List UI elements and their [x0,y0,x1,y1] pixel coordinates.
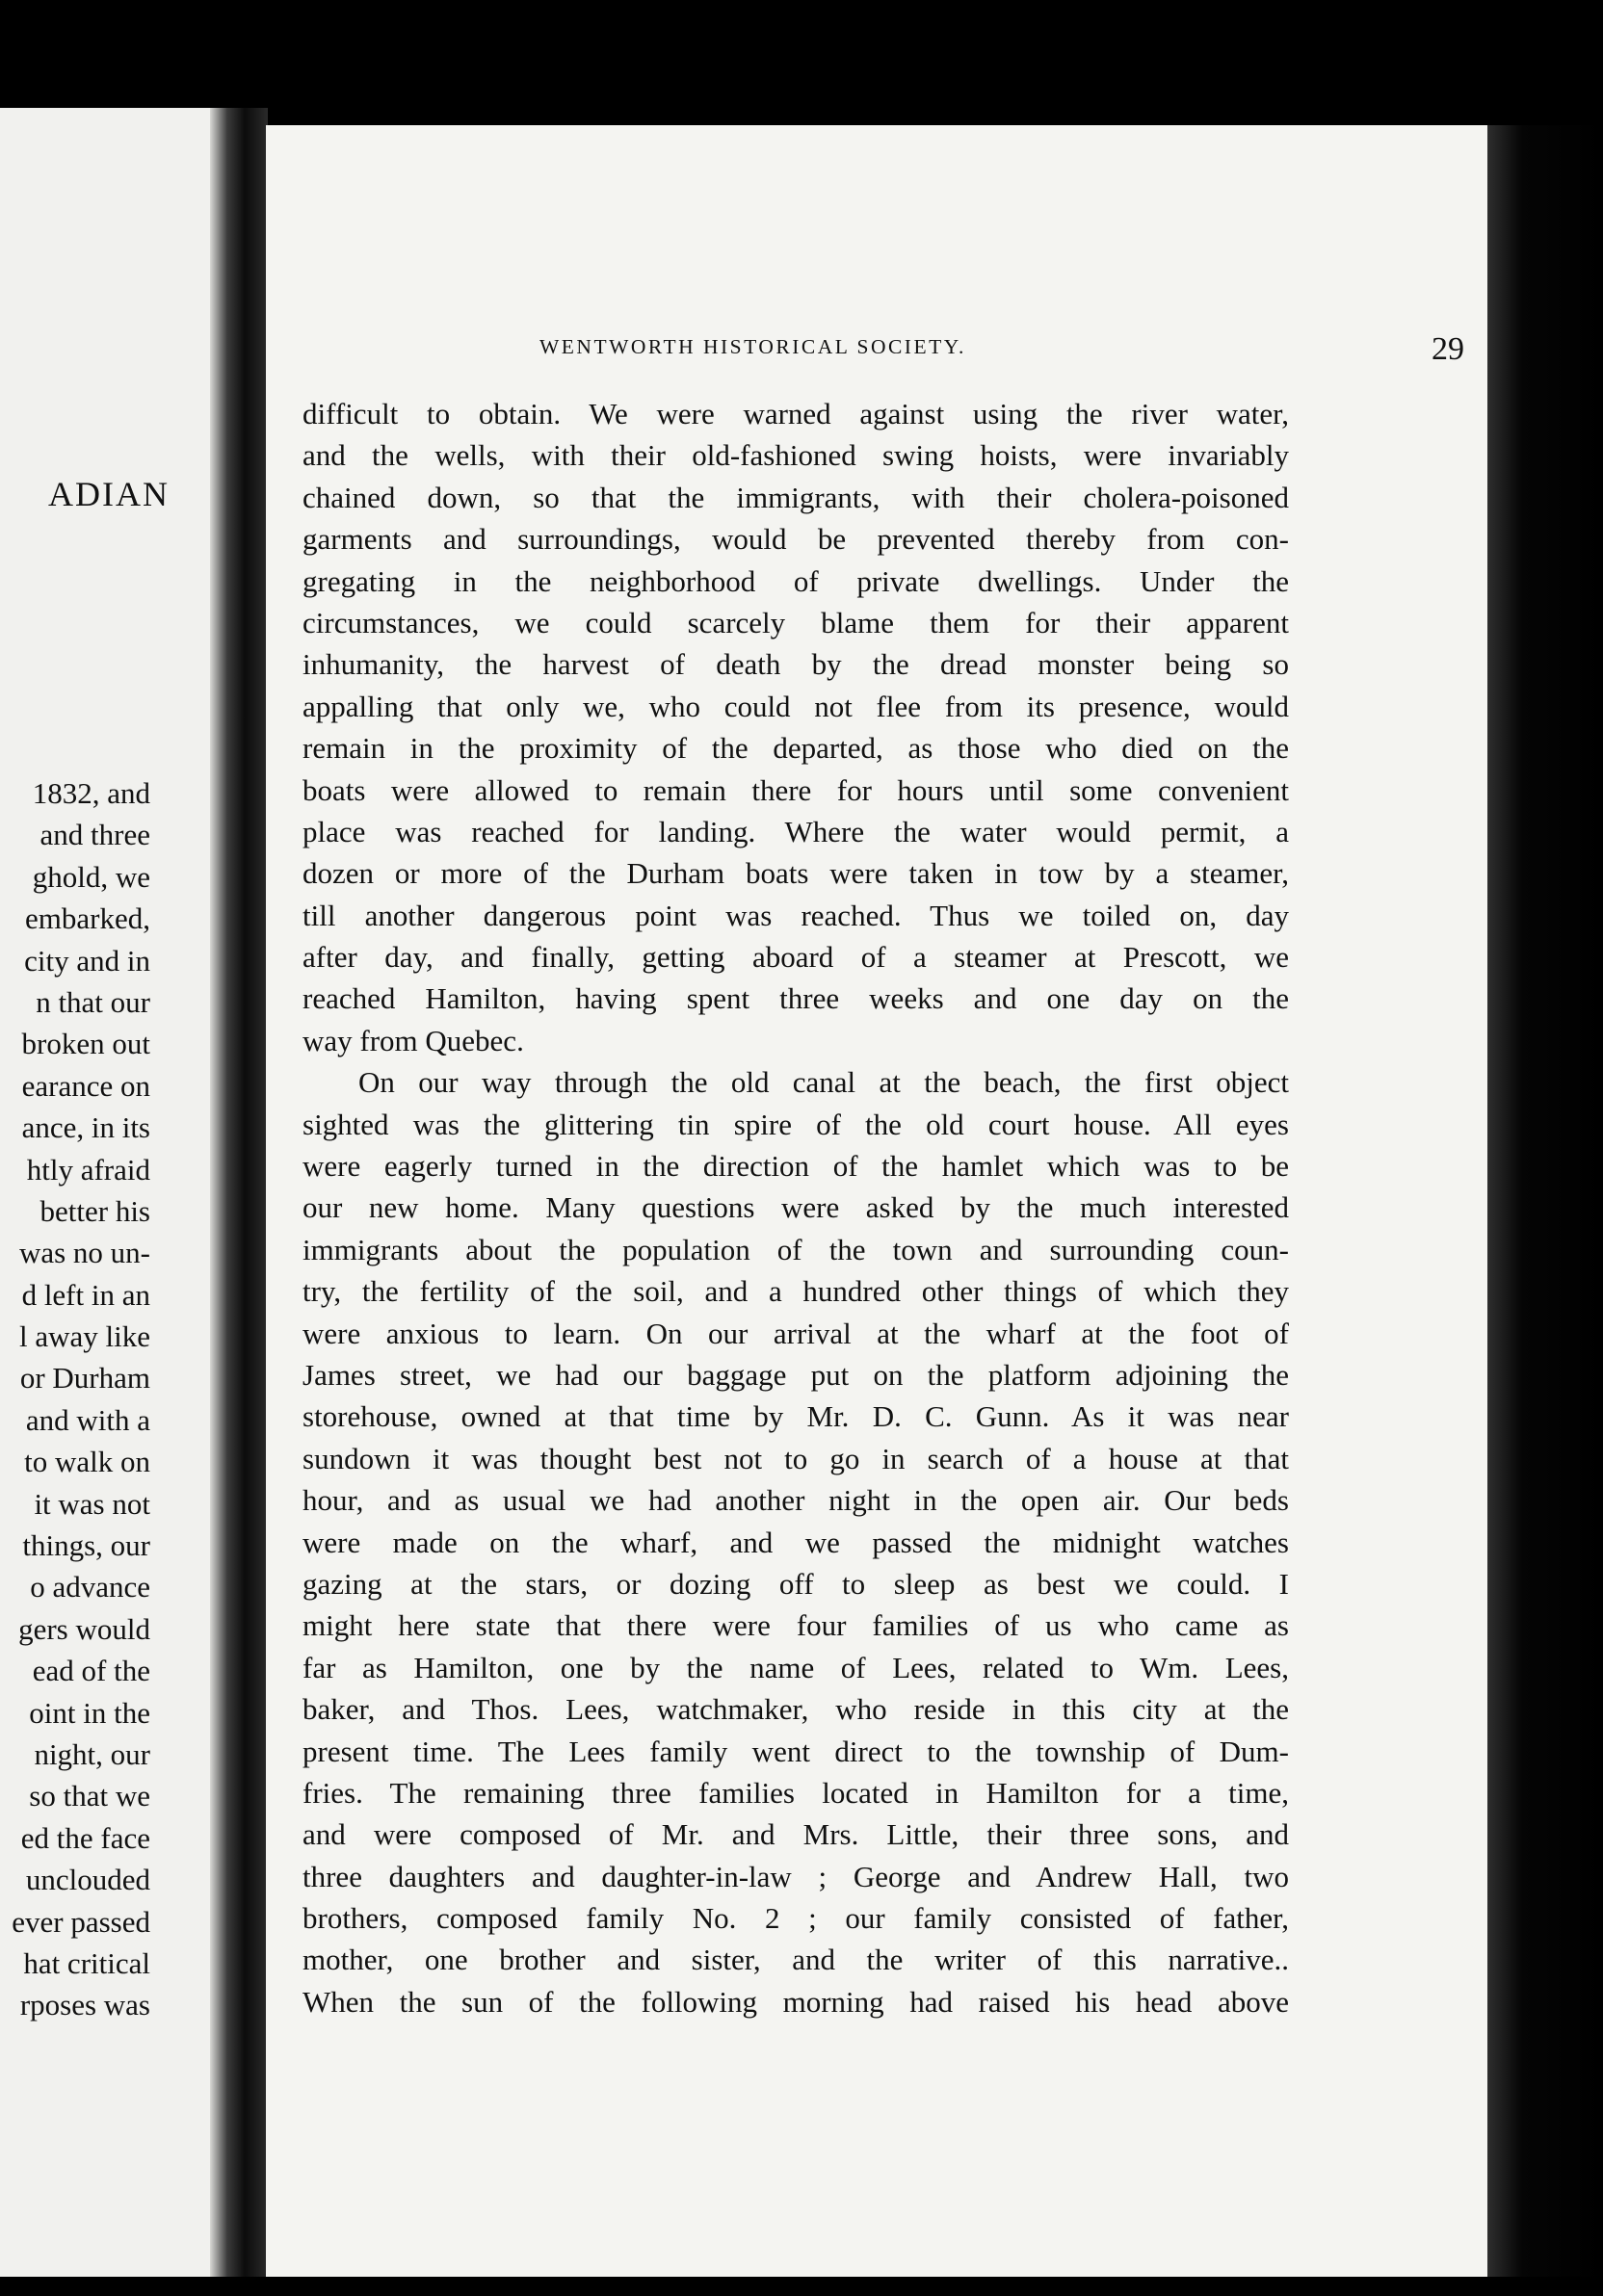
text-line: till another dangerous point was reached. Thus we toiled on, day [302,898,1289,932]
text-line: fries. The remaining three families located in Hamilton for a time, [302,1775,1289,1810]
text-line: far as Hamilton, one by the name of Lees, related to Wm. Lees, [302,1650,1289,1684]
left-line: rposes was [19,1988,150,2022]
left-line: and three [39,818,150,852]
left-line: l away like [18,1319,150,1354]
left-line: oint in the [29,1695,150,1730]
left-line: earance on [21,1068,150,1103]
left-line: o advance [30,1570,150,1605]
left-line: things, our [22,1528,150,1563]
text-line: place was reached for landing. Where the water would permit, a [302,814,1289,848]
text-line-paragraph-end: way from Quebec. [302,1023,524,1057]
left-line: or Durham [19,1361,150,1396]
text-line: James street, we had our baggage put on the platform adjoining the [302,1357,1289,1392]
left-page-heading: ADIAN [48,475,170,513]
left-line: 1832, and [32,776,150,810]
text-line: were made on the wharf, and we passed the midnight watches [302,1525,1289,1559]
left-line: city and in [24,943,150,978]
text-line: storehouse, owned at that time by Mr. D. C. Gunn. As it was near [302,1399,1289,1434]
left-line: hat critical [23,1945,150,1980]
text-line: mother, one brother and sister, and the writer of this narrative.. [302,1943,1289,1977]
binding-gutter [210,108,268,2280]
left-line: ead of the [32,1654,150,1688]
left-line: gers would [18,1611,150,1646]
text-line: try, the fertility of the soil, and a hundred other things of which they [302,1274,1289,1309]
text-line: our new home. Many questions were asked by the much interested [302,1190,1289,1225]
left-page-lines [12,772,150,2026]
text-line: boats were allowed to remain there for hours until some convenient [302,772,1289,807]
left-line: was no un- [18,1236,150,1270]
text-line: were eagerly turned in the direction of the hamlet which was to be [302,1149,1289,1184]
text-line: hour, and as usual we had another night in the open air. Our beds [302,1483,1289,1518]
text-line: garments and surroundings, would be prevented thereby from con- [302,522,1289,557]
left-line: ed the face [20,1820,150,1855]
left-line: and with a [25,1402,150,1437]
left-page-fragment [0,108,210,2280]
text-line: dozen or more of the Durham boats were taken in tow by a steamer, [302,856,1289,891]
text-line: after day, and finally, getting aboard of a steamer at Prescott, we [302,940,1289,975]
text-line: reached Hamilton, having spent three weeks and one day on the [302,981,1289,1016]
left-line: embarked, [25,901,150,936]
text-line: circumstances, we could scarcely blame them for their apparent [302,605,1289,639]
text-line: gazing at the stars, or dozing off to sleep as best we could. I [302,1566,1289,1601]
main-page [266,125,1487,2277]
text-line: gregating in the neighborhood of private dwellings. Under the [302,563,1289,598]
left-line: broken out [21,1027,150,1061]
text-line: remain in the proximity of the departed, as those who died on the [302,731,1289,766]
left-line: ance, in its [21,1110,150,1145]
left-line: it was not [34,1486,150,1521]
text-line: present time. The Lees family went direct to the township of Dum- [302,1734,1289,1768]
text-line: baker, and Thos. Lees, watchmaker, who reside in this city at the [302,1692,1289,1727]
text-line: sighted was the glittering tin spire of the old court house. All eyes [302,1107,1289,1141]
left-line: d left in an [21,1277,150,1312]
left-line: unclouded [25,1863,150,1897]
text-line: and the wells, with their old-fashioned swing hoists, were invariably [302,438,1289,473]
left-line: ever passed [12,1904,150,1939]
running-head: WENTWORTH HISTORICAL SOCIETY. [539,335,966,358]
text-line: chained down, so that the immigrants, with their cholera-poisoned [302,480,1289,514]
text-line: When the sun of the following morning had raised his head above [302,1984,1289,2019]
left-line: n that our [36,984,150,1019]
left-line: htly afraid [26,1152,150,1187]
text-line: might here state that there were four families of us who came as [302,1608,1289,1643]
left-line: night, our [34,1736,150,1771]
text-line: appalling that only we, who could not flee from its presence, would [302,689,1289,723]
text-line: three daughters and daughter-in-law ; George and Andrew Hall, two [302,1859,1289,1893]
text-line: were anxious to learn. On our arrival at the wharf at the foot of [302,1316,1289,1350]
text-line: and were composed of Mr. and Mrs. Little, their three sons, and [302,1817,1289,1852]
text-line: brothers, composed family No. 2 ; our family consisted of father, [302,1901,1289,1936]
text-line: difficult to obtain. We were warned against using the river water, [302,397,1289,430]
left-line: better his [39,1193,150,1228]
left-line: to walk on [24,1445,150,1479]
body-text [302,393,1289,2022]
text-line-paragraph-start: On our way through the old canal at the beach, the first object [358,1065,1289,1100]
text-line: inhumanity, the harvest of death by the dread monster being so [302,647,1289,682]
text-line: immigrants about the population of the town and surrounding coun- [302,1232,1289,1266]
right-page-edge [1487,125,1603,2277]
bottom-border [0,2277,1603,2296]
page-number: 29 [1432,331,1464,367]
text-line: sundown it was thought best not to go in search of a house at that [302,1441,1289,1475]
left-line: so that we [29,1779,150,1813]
left-line: ghold, we [32,859,150,894]
